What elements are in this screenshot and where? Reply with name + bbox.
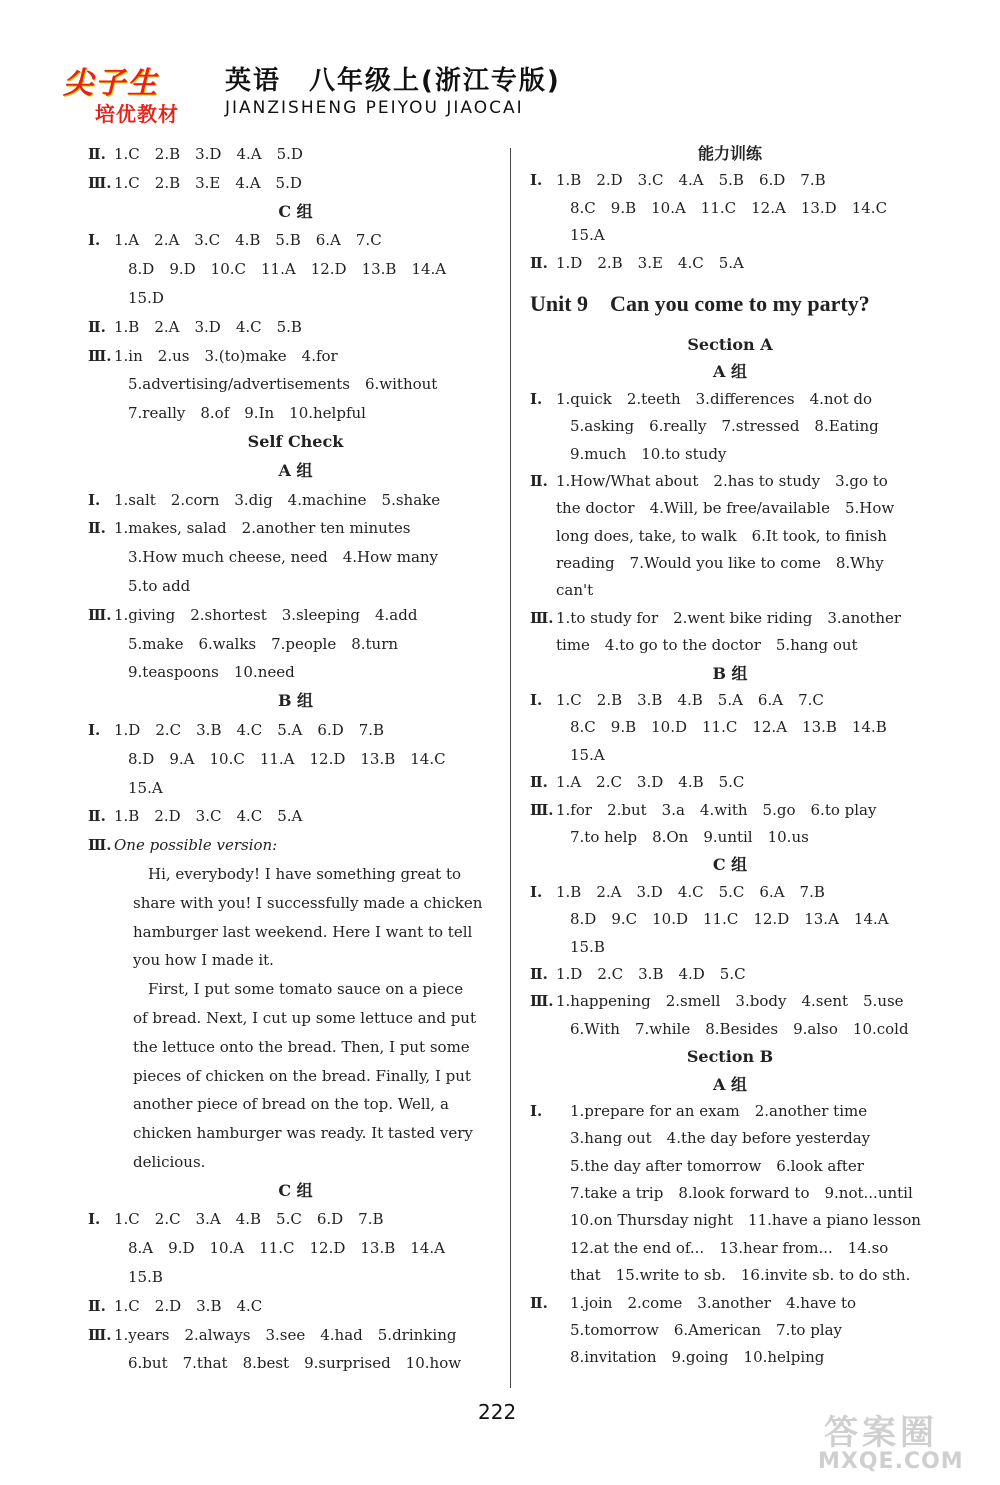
watermark-top-text: 答案圈: [824, 1413, 938, 1453]
answer-line: 15.A: [128, 778, 163, 797]
answer-line: Ⅱ. 1.D 2.C 3.B 4.D 5.C: [530, 964, 746, 983]
group-heading: C 组: [278, 201, 313, 221]
group-heading: B 组: [277, 691, 314, 711]
answer-line: Ⅰ. 1.prepare for an exam 2.another time: [530, 1101, 868, 1120]
answer-line: 9.teaspoons 10.need: [128, 663, 295, 682]
essay-line: you how I made it.: [133, 951, 274, 970]
answer-line: Ⅰ. 1.salt 2.corn 3.dig 4.machine 5.shake: [88, 490, 441, 509]
answer-line: Ⅱ. 1.A 2.C 3.D 4.B 5.C: [530, 773, 745, 792]
answer-line: 5.asking 6.really 7.stressed 8.Eating: [570, 417, 879, 436]
essay-line: Hi, everybody! I have something great to: [133, 864, 462, 883]
essay-line: delicious.: [133, 1152, 206, 1171]
answer-line: Ⅱ. 1.makes, salad 2.another ten minutes: [88, 519, 411, 538]
group-heading: A 组: [278, 460, 313, 480]
answer-line: Ⅰ. 1.quick 2.teeth 3.differences 4.not do: [530, 389, 873, 408]
answer-line: Ⅱ. 1.C 2.B 3.D 4.A 5.D: [88, 145, 303, 163]
essay-line: the lettuce onto the bread. Then, I put some: [133, 1037, 470, 1056]
group-heading: A 组: [713, 1074, 747, 1094]
group-heading: C 组: [278, 1180, 313, 1200]
book-title: 英语 八年级上(浙江专版): [225, 66, 561, 96]
answer-line: Ⅲ. 1.in 2.us 3.(to)make 4.for: [88, 346, 338, 365]
answer-line: Ⅲ. 1.happening 2.smell 3.body 4.sent 5.use: [530, 992, 904, 1011]
answer-line: Ⅲ. 1.C 2.B 3.E 4.A 5.D: [88, 173, 302, 192]
answer-line: 8.invitation 9.going 10.helping: [570, 1348, 825, 1367]
answer-line: 15.D: [128, 288, 164, 307]
answer-line: that 15.write to sb. 16.invite sb. to do sth.: [570, 1266, 911, 1285]
answer-line: 8.A 9.D 10.A 11.C 12.D 13.B 14.A: [128, 1239, 445, 1258]
watermark: [818, 1405, 988, 1475]
right-column: [530, 140, 930, 1372]
book-subtitle: JIANZISHENG PEIYOU JIAOCAI: [225, 98, 524, 118]
answer-line: reading 7.Would you like to come 8.Why: [556, 554, 884, 573]
answer-line: 5.the day after tomorrow 6.look after: [570, 1156, 864, 1175]
answer-line: the doctor 4.Will, be free/available 5.How: [556, 499, 895, 518]
answer-line: Ⅱ. 1.join 2.come 3.another 4.have to: [530, 1293, 857, 1312]
answer-line: 8.C 9.B 10.A 11.C 12.A 13.D 14.C: [570, 198, 888, 217]
answer-line: Ⅰ. 1.A 2.A 3.C 4.B 5.B 6.A 7.C: [88, 231, 382, 250]
answer-line: 15.B: [128, 1268, 163, 1287]
section-heading: Self Check: [247, 431, 344, 451]
answer-line: Ⅲ. 1.to study for 2.went bike riding 3.another: [530, 608, 902, 627]
answer-line: Ⅲ. One possible version:: [88, 836, 278, 855]
answer-line: Ⅱ. 1.B 2.A 3.D 4.C 5.B: [88, 317, 302, 336]
essay-line: First, I put some tomato sauce on a piece: [133, 980, 464, 999]
page-header: [55, 50, 655, 130]
answer-line: 5.to add: [128, 576, 191, 595]
answer-line: time 4.to go to the doctor 5.hang out: [556, 636, 858, 655]
essay-line: pieces of chicken on the bread. Finally, I put: [133, 1066, 471, 1085]
answer-line: 5.tomorrow 6.American 7.to play: [570, 1321, 843, 1340]
answer-line: 6.but 7.that 8.best 9.surprised 10.how: [128, 1354, 462, 1373]
answer-line: 9.much 10.to study: [570, 444, 727, 463]
section-heading: Section A: [687, 334, 773, 354]
answer-line: 15.B: [570, 937, 605, 956]
answer-line: Ⅰ. 1.D 2.C 3.B 4.C 5.A 6.D 7.B: [88, 720, 385, 739]
answer-line: Ⅰ. 1.B 2.D 3.C 4.A 5.B 6.D 7.B: [530, 171, 826, 190]
essay-line: of bread. Next, I cut up some lettuce and put: [133, 1008, 476, 1027]
group-heading: C 组: [712, 855, 748, 875]
section-heading: Section B: [686, 1047, 774, 1067]
answer-line: Ⅱ. 1.C 2.D 3.B 4.C: [88, 1296, 263, 1315]
answer-line: 8.D 9.A 10.C 11.A 12.D 13.B 14.C: [128, 749, 446, 768]
answer-line: long does, take, to walk 6.It took, to finish: [556, 526, 887, 545]
group-heading: B 组: [712, 663, 748, 683]
answer-line: 3.How much cheese, need 4.How many: [128, 548, 439, 567]
answer-line: Ⅲ. 1.for 2.but 3.a 4.with 5.go 6.to play: [530, 800, 877, 819]
answer-line: Ⅲ. 1.years 2.always 3.see 4.had 5.drinking: [88, 1325, 457, 1344]
answer-line: Ⅱ. 1.How/What about 2.has to study 3.go to: [530, 471, 888, 490]
brand-logo: [55, 58, 215, 128]
answer-line: 3.hang out 4.the day before yesterday: [570, 1129, 871, 1148]
logo-top-text: 尖子生: [63, 66, 159, 101]
group-heading: A 组: [713, 362, 747, 382]
answer-line: 10.on Thursday night 11.have a piano lesson: [570, 1211, 921, 1230]
logo-bottom-text: 培优教材: [95, 102, 179, 126]
answer-line: 15.A: [570, 745, 605, 764]
answer-line: 8.D 9.C 10.D 11.C 12.D 13.A 14.A: [570, 910, 889, 929]
answer-line: 15.A: [570, 226, 605, 245]
answer-line: 8.C 9.B 10.D 11.C 12.A 13.B 14.B: [570, 718, 887, 737]
essay-line: another piece of bread on the top. Well, a: [133, 1095, 449, 1114]
essay-line: share with you! I successfully made a chicken: [133, 893, 483, 912]
answer-line: 5.advertising/advertisements 6.without: [128, 375, 438, 394]
answer-line: 12.at the end of... 13.hear from... 14.so: [570, 1238, 889, 1257]
answer-line: Ⅰ. 1.B 2.A 3.D 4.C 5.C 6.A 7.B: [530, 882, 825, 901]
essay-line: chicken hamburger was ready. It tasted very: [133, 1124, 473, 1143]
answer-line: 7.take a trip 8.look forward to 9.not...until: [570, 1184, 913, 1203]
answer-line: Ⅱ. 1.D 2.B 3.E 4.C 5.A: [530, 253, 744, 272]
answer-line: 5.make 6.walks 7.people 8.turn: [128, 634, 399, 653]
answer-line: 7.to help 8.On 9.until 10.us: [570, 827, 809, 846]
left-column: [88, 140, 503, 1378]
answer-line: 8.D 9.D 10.C 11.A 12.D 13.B 14.A: [128, 260, 447, 279]
page-number: 222: [478, 1400, 517, 1424]
column-divider: [510, 148, 511, 1388]
answer-line: Ⅰ. 1.C 2.B 3.B 4.B 5.A 6.A 7.C: [530, 691, 824, 710]
section-heading: 能力训练: [697, 144, 762, 163]
answer-line: 7.really 8.of 9.In 10.helpful: [128, 404, 366, 423]
watermark-bottom-text: MXQE.COM: [818, 1449, 964, 1474]
unit-title: Unit 9 Can you come to my party?: [530, 290, 870, 316]
answer-line: Ⅰ. 1.C 2.C 3.A 4.B 5.C 6.D 7.B: [88, 1210, 384, 1229]
answer-line: Ⅱ. 1.B 2.D 3.C 4.C 5.A: [88, 807, 303, 826]
essay-line: hamburger last weekend. Here I want to tell: [133, 922, 473, 941]
answer-line: 6.With 7.while 8.Besides 9.also 10.cold: [570, 1019, 909, 1038]
answer-line: Ⅲ. 1.giving 2.shortest 3.sleeping 4.add: [88, 605, 418, 624]
answer-line: can't: [556, 581, 594, 600]
